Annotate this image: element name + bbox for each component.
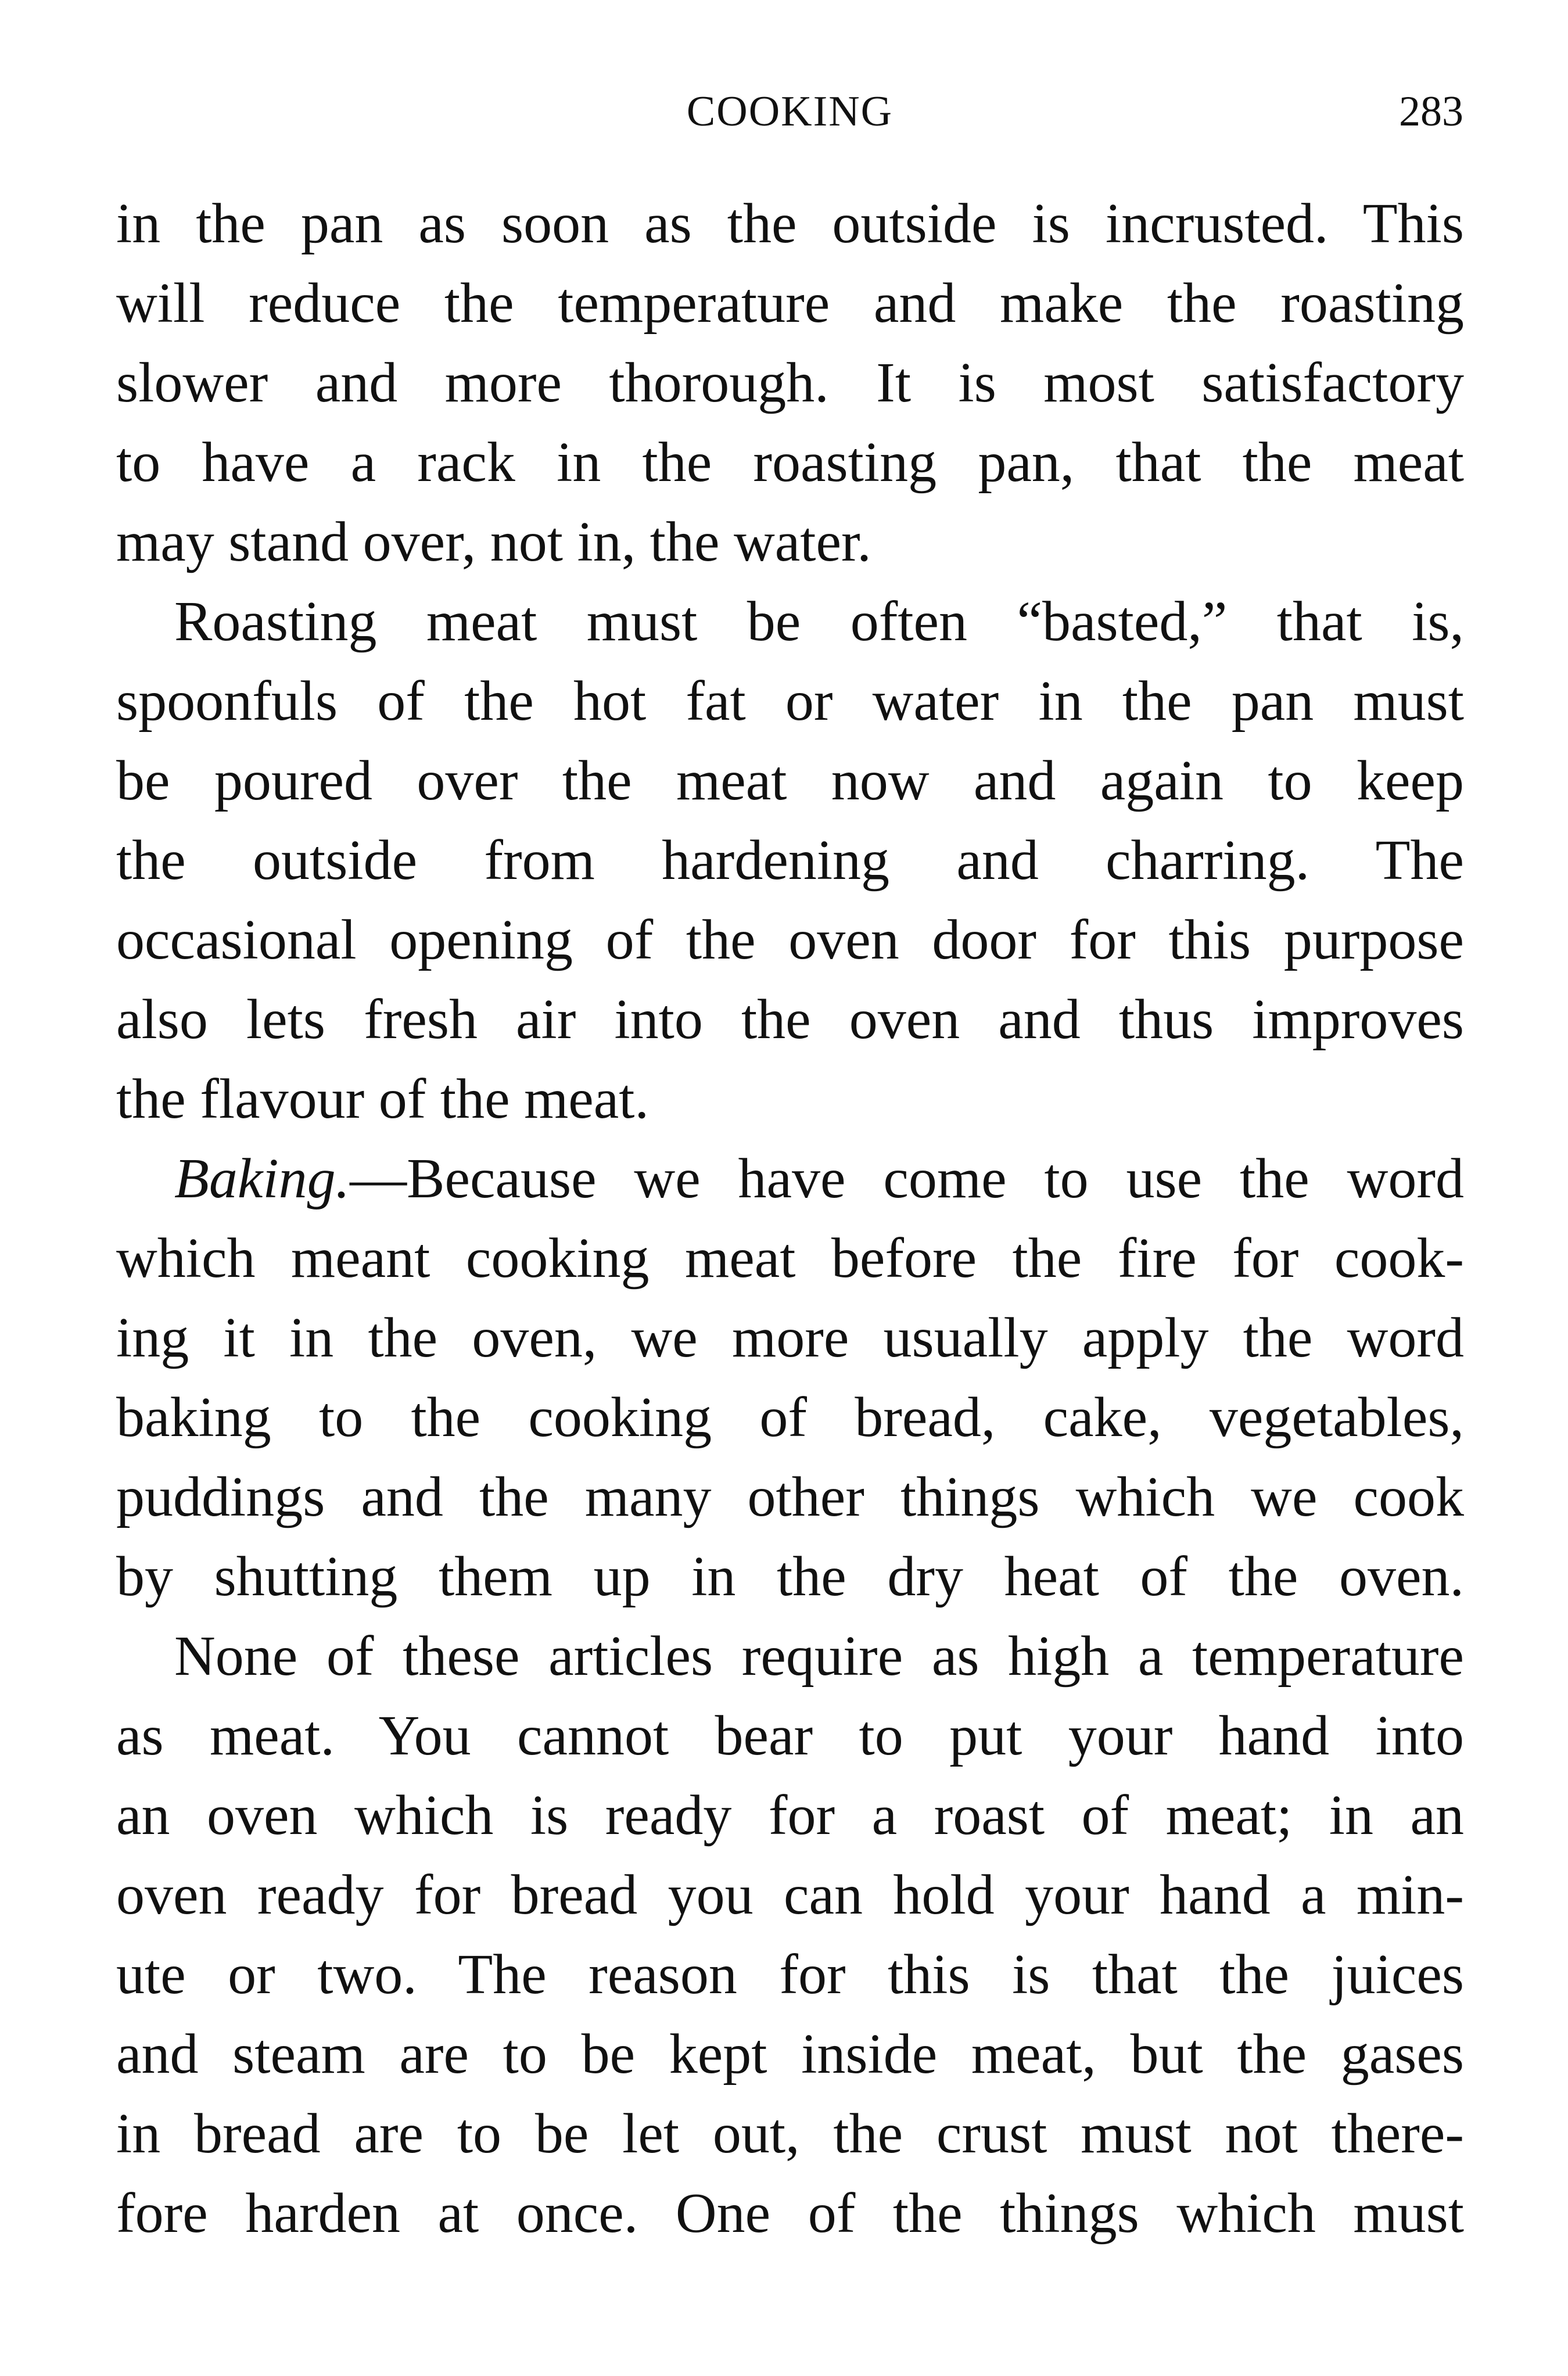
text-line: the outside from hardening and charring. The	[116, 829, 1464, 892]
text-line-rest: —Because we have come to use the word	[350, 1147, 1464, 1210]
text-line: by shutting them up in the dry heat of the oven.	[116, 1545, 1464, 1608]
page-number: 283	[1399, 88, 1463, 135]
text-line: puddings and the many other things which we cook	[116, 1466, 1464, 1528]
text-line: occasional opening of the oven door for this purpose	[116, 909, 1464, 971]
running-title: COOKING	[686, 88, 894, 135]
text-line: will reduce the temperature and make the roasting	[116, 272, 1464, 335]
text-line: fore harden at once. One of the things which must	[116, 2182, 1464, 2245]
text-line: ing it in the oven, we more usually apply the word	[116, 1307, 1464, 1369]
text-line	[116, 1139, 1464, 1219]
text-line: in bread are to be let out, the crust must not there-	[116, 2102, 1464, 2165]
text-line: also lets fresh air into the oven and thus improves	[116, 988, 1464, 1051]
section-run-in-heading: Baking.	[174, 1147, 350, 1210]
text-line: slower and more thorough. It is most satisfactory	[116, 351, 1464, 414]
text-line: in the pan as soon as the outside is incrusted. This	[116, 192, 1464, 255]
text-line: the flavour of the meat.	[116, 1068, 650, 1130]
text-line: as meat. You cannot bear to put your hand into	[116, 1704, 1464, 1767]
running-head	[116, 87, 1463, 139]
text-line: to have a rack in the roasting pan, that the meat	[116, 431, 1464, 494]
text-line: oven ready for bread you can hold your hand a min-	[116, 1864, 1464, 1926]
text-line: spoonfuls of the hot fat or water in the pan must	[116, 670, 1464, 733]
text-line: an oven which is ready for a roast of meat; in an	[116, 1784, 1464, 1847]
text-line: may stand over, not in, the water.	[116, 511, 871, 573]
text-line: baking to the cooking of bread, cake, vegetables,	[116, 1386, 1464, 1449]
body-text	[116, 184, 1464, 2253]
text-line: be poured over the meat now and again to keep	[116, 749, 1464, 812]
text-line: Roasting meat must be often “basted,” that is,	[174, 590, 1464, 653]
text-line: ute or two. The reason for this is that the juices	[116, 1943, 1464, 2006]
text-line: which meant cooking meat before the fire for cook-	[116, 1227, 1464, 1290]
text-line: and steam are to be kept inside meat, but the gases	[116, 2023, 1464, 2086]
text-line: None of these articles require as high a temperature	[174, 1625, 1464, 1688]
